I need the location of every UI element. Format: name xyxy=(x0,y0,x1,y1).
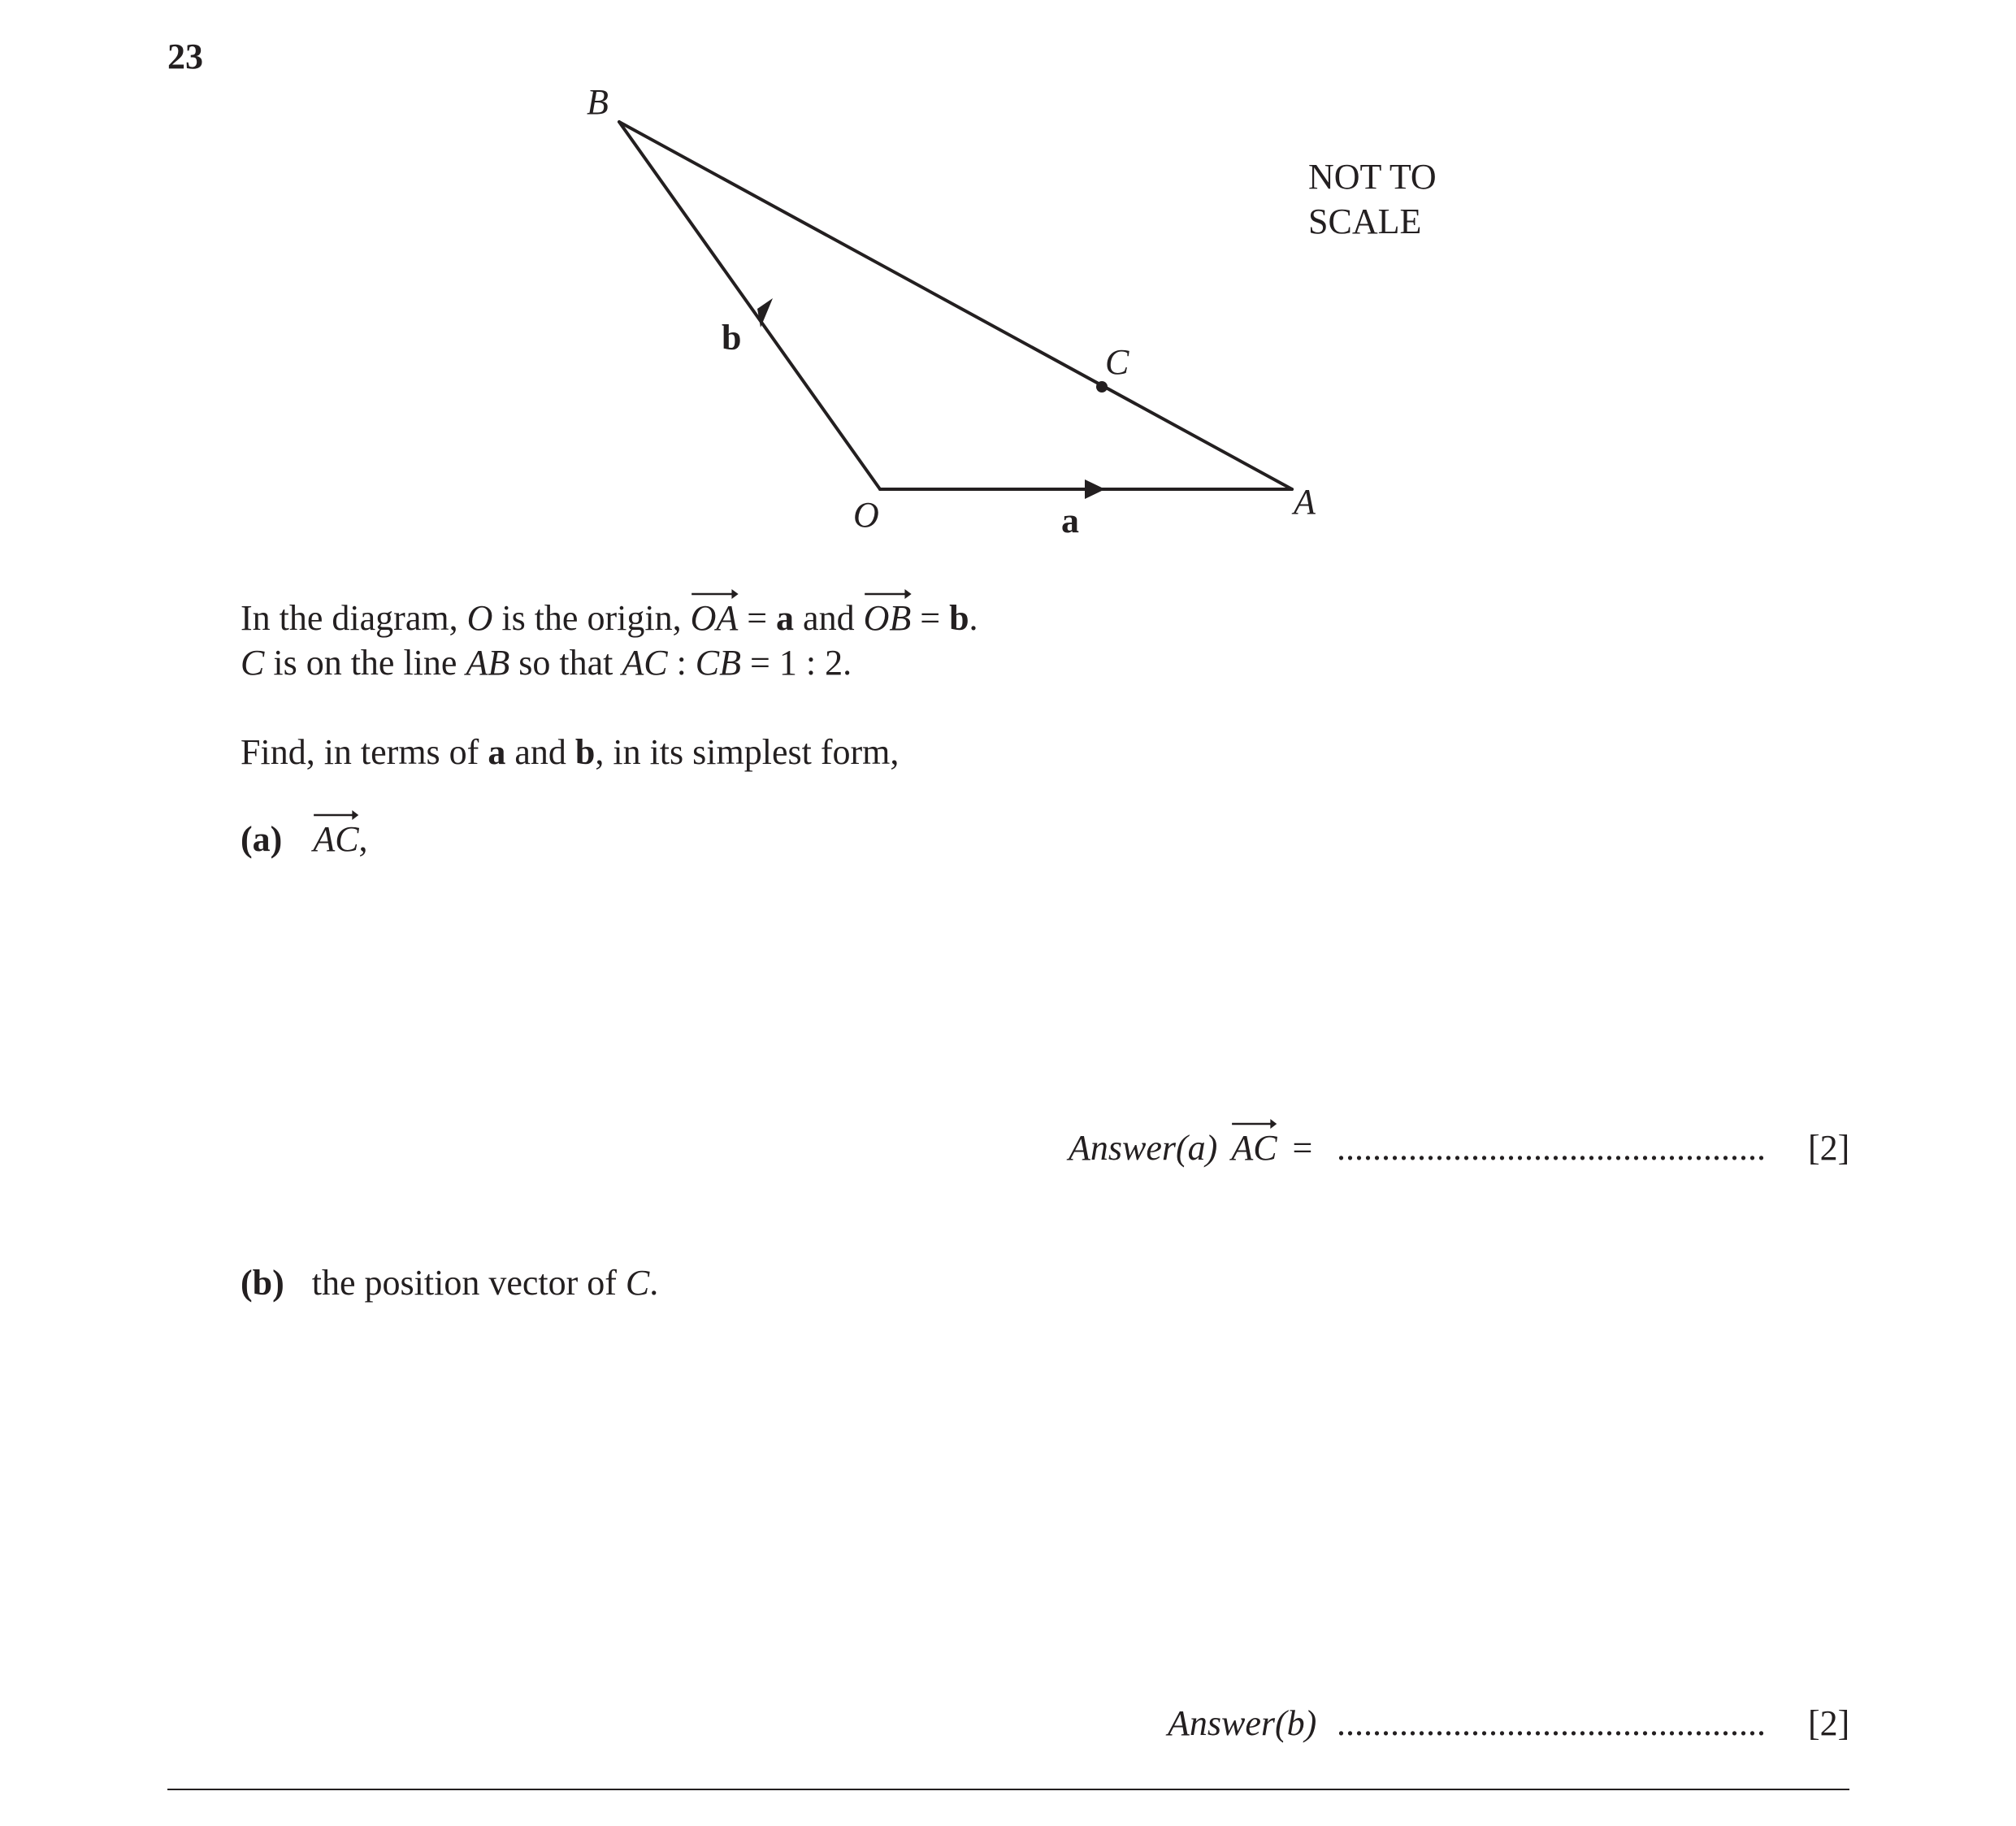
stmt-AC: AC xyxy=(622,643,668,683)
answer-a-vector-AC: AC xyxy=(1231,1127,1277,1169)
find-instruction: Find, in terms of a and b, in its simplest form, xyxy=(241,732,900,772)
line-BA xyxy=(619,122,1292,489)
stmt-a: a xyxy=(776,598,795,638)
arrow-OA xyxy=(1085,479,1105,499)
statement-line-2 xyxy=(241,642,852,683)
part-b-label: (b) xyxy=(241,1263,284,1303)
part-b-question xyxy=(241,1262,658,1303)
bottom-rule xyxy=(167,1789,1849,1790)
line-OB xyxy=(619,122,880,489)
part-a-question xyxy=(241,818,368,860)
marks-b: [2] xyxy=(1808,1703,1850,1743)
label-vector-a: a xyxy=(1061,501,1079,540)
stmt-O: O xyxy=(466,598,493,638)
not-to-scale-line1: NOT TO xyxy=(1308,157,1437,197)
part-a-comma: , xyxy=(358,819,368,859)
arrow-OB xyxy=(757,298,773,327)
stmt-C: C xyxy=(241,643,265,683)
answer-b-label: Answer(b) xyxy=(1168,1703,1317,1743)
stmt-eq1: = xyxy=(738,598,777,638)
stmt-is-origin: is the origin, xyxy=(492,598,691,638)
stmt-intro: In the diagram, xyxy=(241,598,467,638)
label-B: B xyxy=(587,82,609,122)
answer-a-row xyxy=(1069,1127,1312,1169)
part-b-C: C xyxy=(625,1263,650,1303)
stmt-and: and xyxy=(794,598,864,638)
part-b-text: the position vector of xyxy=(311,1263,626,1303)
stmt-ratio: = 1 : 2. xyxy=(741,643,852,683)
stmt-colon: : xyxy=(667,643,696,683)
stmt-on-line: is on the line xyxy=(264,643,466,683)
stmt-period: . xyxy=(969,598,978,638)
marks-a: [2] xyxy=(1808,1128,1850,1168)
part-a-label: (a) xyxy=(241,819,283,859)
stmt-so-that: so that xyxy=(509,643,622,683)
stmt-CB: CB xyxy=(695,643,742,683)
point-C xyxy=(1096,381,1108,393)
answer-a-field[interactable]: ................................................ xyxy=(1337,1128,1766,1168)
stmt-AB: AB xyxy=(466,643,510,683)
statement-line-1 xyxy=(241,597,978,639)
question-number: 23 xyxy=(167,37,203,76)
vector-OA: OA xyxy=(691,597,739,639)
not-to-scale-line2: SCALE xyxy=(1308,202,1422,241)
answer-b-field[interactable]: ................................................ xyxy=(1337,1703,1766,1743)
vector-OB: OB xyxy=(864,597,912,639)
vector-AC: AC xyxy=(313,818,358,860)
stmt-b: b xyxy=(949,598,969,638)
label-O: O xyxy=(853,495,879,535)
answer-a-equals: = xyxy=(1292,1128,1313,1168)
part-b-period: . xyxy=(649,1263,659,1303)
label-A: A xyxy=(1294,482,1316,522)
answer-a-label: Answer(a) xyxy=(1069,1128,1218,1168)
vector-diagram xyxy=(0,0,2016,569)
label-vector-b: b xyxy=(722,318,742,358)
label-C: C xyxy=(1105,342,1129,382)
stmt-eq2: = xyxy=(911,598,950,638)
